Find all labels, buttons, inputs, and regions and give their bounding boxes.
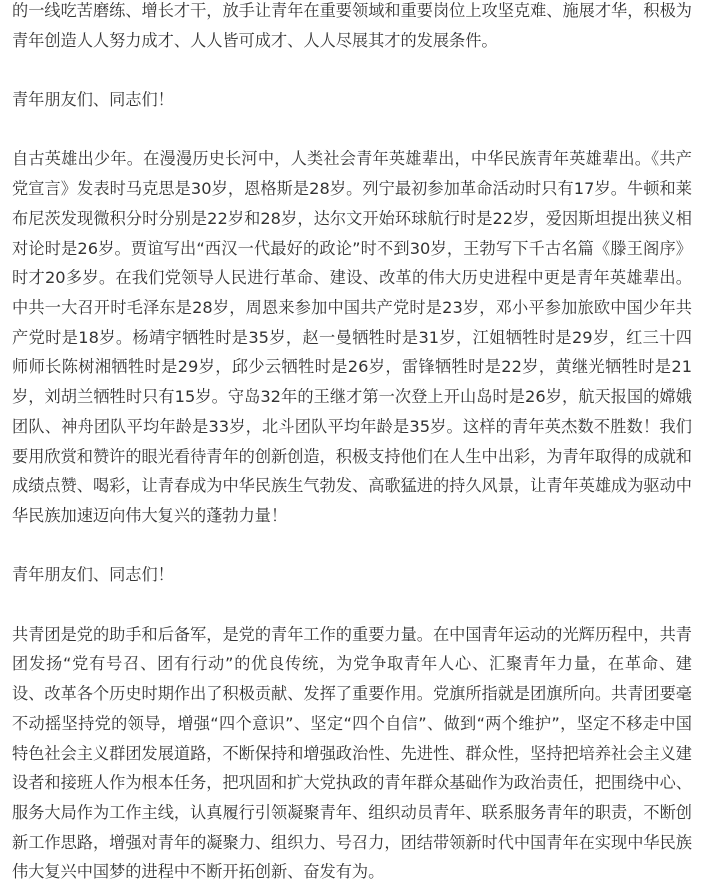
paragraph-intro-continuation: 的一线吃苦磨练、增长才干，放手让青年在重要领域和重要岗位上攻坚克难、施展才华，积极为青年创造人人努力成才、人人皆可成才、人人尽展其才的发展条件。 <box>12 1 692 50</box>
paragraph-salutation-2: 青年朋友们、同志们！ <box>12 565 174 585</box>
article-body <box>12 0 692 887</box>
paragraph-salutation: 青年朋友们、同志们！ <box>12 90 174 110</box>
paragraph-young-heroes: 自古英雄出少年。在漫漫历史长河中，人类社会青年英雄辈出，中华民族青年英雄辈出。《共产党宣言》发表时马克思是30岁，恩格斯是28岁。列宁最初参加革命活动时只有17岁。牛顿和莱布尼茨发现微积分时分别是22岁和28岁，达尔文开始环球航行时是22岁，爱因斯坦提出狭义相对论时是26岁。贾谊写出“西汉一代最好的政论”时不到30岁，王勃写下千古名篇《滕王阁序》时才20多岁。在我们党领导人民进行革命、建设、改革的伟大历史进程中更是青年英雄辈出。中共一大召开时毛泽东是28岁，周恩来参加中国共产党时是23岁，邓小平参加旅欧中国少年共产党时是18岁。杨靖宇牺牲时是35岁，赵一曼牺牲时是31岁，江姐牺牲时是29岁，红三十四师师长陈树湘牺牲时是29岁，邱少云牺牲时是26岁，雷锋牺牲时是22岁，黄继光牺牲时是21岁，刘胡兰牺牲时只有15岁。守岛32年的王继才第一次登上开山岛时是26岁，航天报国的嫦娥团队、神舟团队平均年龄是33岁，北斗团队平均年龄是35岁。这样的青年英杰数不胜数！我们要用欣赏和赞许的眼光看待青年的创新创造，积极支持他们在人生中出彩，为青年取得的成就和成绩点赞、喝彩，让青春成为中华民族生气勃发、高歌猛进的持久风景，让青年英雄成为驱动中华民族加速迈向伟大复兴的蓬勃力量！ <box>12 149 692 525</box>
paragraph-youth-league: 共青团是党的助手和后备军，是党的青年工作的重要力量。在中国青年运动的光辉历程中，共青团发扬“党有号召、团有行动”的优良传统，为党争取青年人心、汇聚青年力量，在革命、建设、改革各个历史时期作出了积极贡献、发挥了重要作用。党旗所指就是团旗所向。共青团要毫不动摇坚持党的领导，增强“四个意识”、坚定“四个自信”、做到“两个维护”，坚定不移走中国特色社会主义群团发展道路，不断保持和增强政治性、先进性、群众性，坚持把培养社会主义建设者和接班人作为根本任务，把巩固和扩大党执政的青年群众基础作为政治责任，把围绕中心、服务大局作为工作主线，认真履行引领凝聚青年、组织动员青年、联系服务青年的职责，不断创新工作思路，增强对青年的凝聚力、组织力、号召力，团结带领新时代中国青年在实现中华民族伟大复兴中国梦的进程中不断开拓创新、奋发有为。 <box>12 624 692 882</box>
